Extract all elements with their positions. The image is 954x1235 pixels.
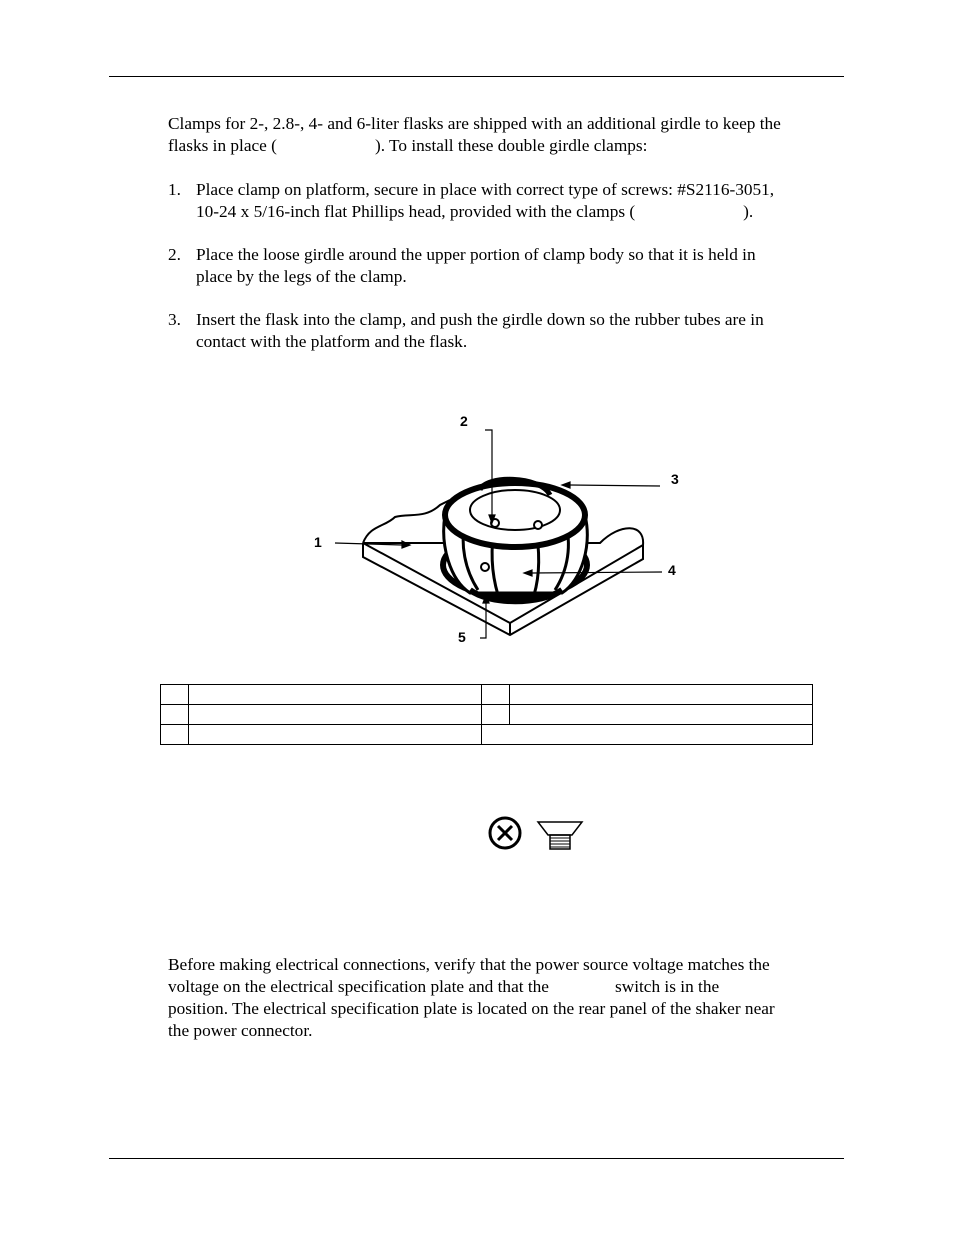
callout-5: 5 bbox=[458, 629, 466, 645]
callout-3: 3 bbox=[671, 471, 679, 487]
legend-cell bbox=[482, 725, 813, 745]
clamp-installation-figure bbox=[300, 405, 700, 655]
step-text bbox=[196, 244, 836, 288]
closing-line-1: Before making electrical connections, verify that the power source voltage matches the bbox=[168, 955, 770, 974]
closing-line-3: position. The electrical specification plate is located on the rear panel of the shaker near bbox=[168, 999, 775, 1018]
step-2-line-2: place by the legs of the clamp. bbox=[196, 267, 407, 286]
closing-line-4: the power connector. bbox=[168, 1021, 313, 1040]
step-number: 3. bbox=[168, 310, 181, 329]
figure-legend-table bbox=[160, 684, 813, 745]
step-number: 2. bbox=[168, 245, 181, 264]
legend-cell bbox=[189, 725, 482, 745]
intro-line-2a: flasks in place ( bbox=[168, 136, 277, 155]
callout-1: 1 bbox=[314, 534, 322, 550]
legend-cell bbox=[510, 685, 813, 705]
step-2-line-1: Place the loose girdle around the upper portion of clamp body so that it is held in bbox=[196, 245, 756, 264]
closing-line-2b: switch is in the bbox=[614, 977, 720, 996]
step-3-line-1: Insert the flask into the clamp, and push the girdle down so the rubber tubes are in bbox=[196, 310, 764, 329]
step-number: 1. bbox=[168, 180, 181, 199]
step-text bbox=[196, 309, 836, 353]
legend-cell bbox=[482, 685, 510, 705]
intro-line-2b: ). To install these double girdle clamps: bbox=[374, 136, 648, 155]
step-1-line-1: Place clamp on platform, secure in place with correct type of screws: #S2116-3051, bbox=[196, 180, 775, 199]
legend-cell bbox=[510, 705, 813, 725]
closing-line-2a: voltage on the electrical specification plate and that the bbox=[168, 977, 549, 996]
step-1-line-2b: ). bbox=[743, 202, 754, 221]
legend-cell bbox=[189, 705, 482, 725]
table-row bbox=[161, 685, 813, 705]
symbol-icons bbox=[486, 815, 586, 855]
intro-line-1: Clamps for 2-, 2.8-, 4- and 6-liter flasks are shipped with an additional girdle to keep the bbox=[168, 114, 781, 133]
callout-4: 4 bbox=[668, 562, 676, 578]
table-row bbox=[161, 725, 813, 745]
legend-cell bbox=[161, 685, 189, 705]
step-3-line-2: contact with the platform and the flask. bbox=[196, 332, 468, 351]
footer-rule bbox=[109, 1158, 844, 1159]
closing-paragraph bbox=[168, 954, 838, 1042]
legend-cell bbox=[161, 705, 189, 725]
step-text bbox=[196, 179, 836, 223]
legend-cell bbox=[189, 685, 482, 705]
callout-2: 2 bbox=[460, 413, 468, 429]
step-1-line-2a: 10-24 x 5/16-inch flat Phillips head, provided with the clamps ( bbox=[196, 202, 636, 221]
header-rule bbox=[109, 76, 844, 77]
legend-cell bbox=[482, 705, 510, 725]
legend-cell bbox=[161, 725, 189, 745]
table-row bbox=[161, 705, 813, 725]
flat-head-screw-icon bbox=[538, 822, 582, 849]
intro-paragraph bbox=[168, 113, 838, 157]
no-symbol-icon bbox=[490, 818, 520, 848]
clamp-drawing bbox=[443, 479, 587, 601]
